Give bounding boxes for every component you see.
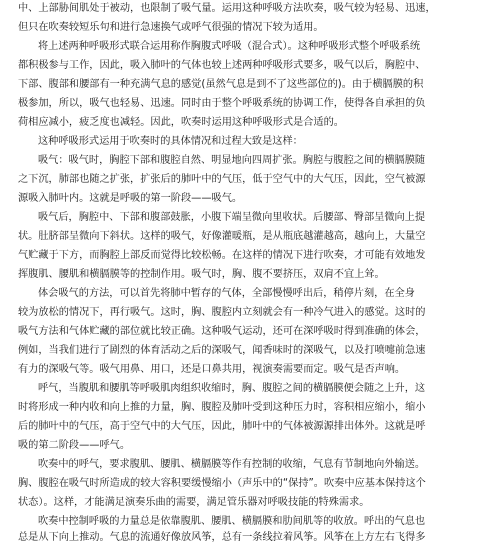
text-line: 呼气，当腹肌和腰肌等呼吸肌肉组织收缩时，胸、腹腔之间的横膈膜便会随之上升，这 (38, 383, 426, 394)
text-line: 例如，当我们进行了剧烈的体育活动之后的深吸气，闻香味时的深吸气，以及打喷嚏前急速 (18, 345, 426, 356)
text-line: 状。肚脐部呈微向下斜状。这样的吸气，好像灌暖瓶，是从瓶底越灌越高，越向上，大量空 (18, 231, 426, 242)
text-line: 吹奏中的呼气，要求腹肌、腰肌、横膈膜等作有控制的收缩，气息有节制地向外输送。 (38, 459, 426, 470)
text-line: 源吸入肺叶内。这就是呼吸的第一阶段——吸气。 (18, 193, 243, 204)
text-line: 较为放松的情况下，再行吸气。这时，胸、腹腔内立刻就会有一种冷气进入的感觉。这时的 (18, 307, 426, 318)
text-line: 将上述两种呼吸形式联合运用称作胸腹式呼吸（混合式）。这种呼吸形式整个呼吸系统 (38, 41, 421, 52)
text-line: 体会吸气的方法，可以首先将肺中暂存的气体，全部慢慢呼出后，稍停片刻，在全身 (38, 288, 415, 299)
text-line: 气贮藏于下方，而胸腔上部反而觉得比较松畅。在这样的情况下进行吹奏，才可能有效地发 (18, 250, 426, 261)
text-line: 吸的第二阶段——呼气。 (18, 440, 131, 451)
text-line: 时将形成一种内收和向上推的力量，胸、腹腔及肺叶受到这种压力时，容积相应缩小，缩小 (18, 402, 426, 413)
text-line: 极参加，所以，吸气也轻易、迅速。同时由于整个呼吸系统的协调工作，使得各自承担的负 (18, 98, 426, 109)
text-line: 有力的深吸气等。吸气用鼻、用口，还是口鼻共用，视演奏需要而定。吸气是否声响。 (18, 364, 406, 375)
text-line: 荷相应减小，疲乏度也减轻。因此，吹奏时运用这种呼吸形式是合适的。 (18, 117, 344, 128)
text-line: 吸气：吸气时，胸腔下部和腹腔自然、明显地向四周扩张。胸腔与腹腔之间的横膈膜随 (38, 155, 426, 166)
text-line: 吹奏中控制呼吸的力量总是依靠腹肌、腰肌、横膈膜和肋间肌等的收放。呼出的气息也 (38, 516, 426, 527)
text-line: 状态）。这样，才能满足演奏乐曲的需要，满足管乐器对呼吸技能的特殊需求。 (18, 497, 370, 508)
text-line: 吸气方法和气体贮藏的部位就比较正确。这种吸气运动，还可在深呼吸时得到准确的体会， (18, 326, 426, 337)
text-line: 胸、腹腔在吸气时所造成的较大容积要缓慢缩小（声乐中的“保持”。吹奏中应基本保持这个 (18, 478, 426, 489)
text-line: 后的肺叶中的气压，高于空气中的大气压，因此，肺叶中的气体被源源排出体外。这就是呼 (18, 421, 426, 432)
text-line: 吸气后，胸腔中、下部和腹部鼓胀，小腹下端呈微向里收状。后腰部、臀部呈微向上提 (38, 212, 426, 223)
text-line: 都积极参与工作，因此，吸入肺叶的气体也较上述两种呼吸形式要多，吸气以后，胸腔中、 (18, 60, 426, 71)
text-line: 但只在吹奏较短乐句和进行急速换气或呼气很强的情况下较为适用。 (18, 22, 324, 33)
text-line: 总是从下向上推动。气息的流通好像放风筝，总有一条线拉着风筝。风筝在上方左右飞得多 (18, 532, 426, 543)
text-line: 挥腹肌、腰肌和横膈膜等的控制作用。吸气时，胸、腹不要挤压，双肩不宜上耸。 (18, 269, 385, 280)
text-line: 下部、腹部和腰部有一种充满气息的感觉(虽然气息是到不了这些部位的)。由于横膈膜的积 (18, 79, 424, 90)
text-line: 之下沉，肺部也随之扩张，扩张后的肺叶中的气压，低于空气中的大气压，因此，空气被源 (18, 174, 426, 185)
text-line: 这种呼吸形式运用于吹奏时的具体情况和过程大致是这样： (38, 136, 303, 147)
text-line: 中、上部胁间肌处于被动，也限制了吸气量。运用这种呼吸方法吹奏，吸气较为轻易、迅速， (18, 3, 436, 14)
